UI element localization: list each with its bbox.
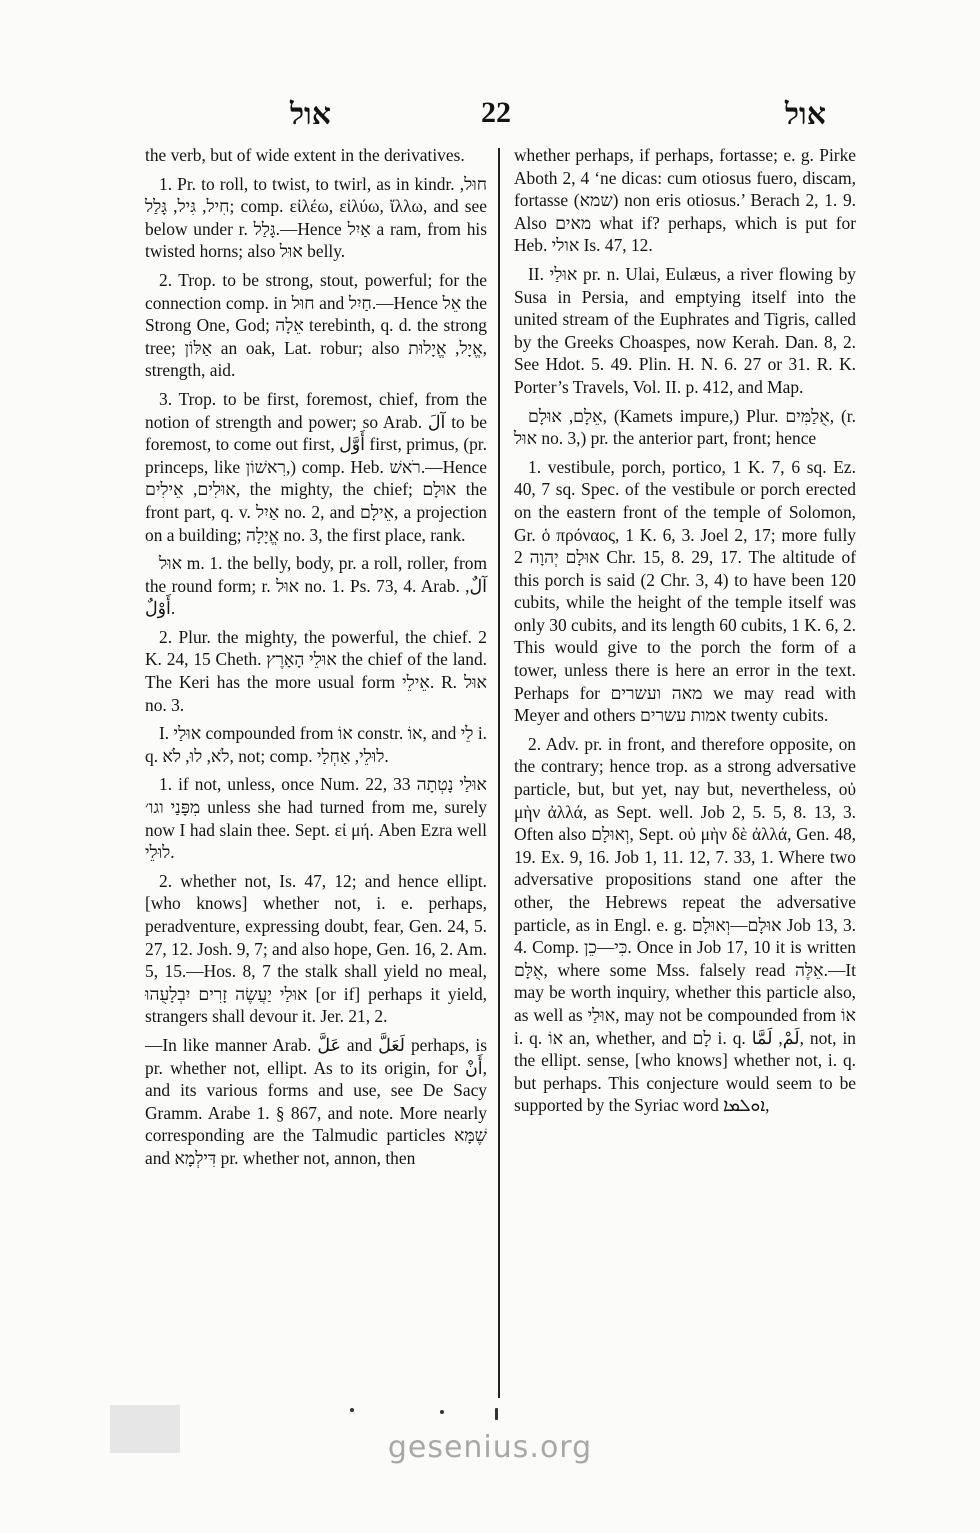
scan-speck	[440, 1410, 444, 1414]
left-paragraph: 2. whether not, Is. 47, 12; and hence ellipt. [who knows] whether not, i. e. perhaps, peradventure, expressing doubt, fear, Gen. 24, 5. 27, 12. Josh. 9, 7; and also hope, Gen. 16, 2. Am. 5, 15.—Hos. 8, 7 the stalk shall yield no meal, אוּלַי יַעֲשֶׂה זָרִים יִבְלָעֻהוּ [or if] perhaps it yield, strangers shall devour it. Jer. 21, 2.	[145, 870, 488, 1027]
right-paragraph: 1. vestibule, porch, portico, 1 K. 7, 6 sq. Ez. 40, 7 sq. Spec. of the vestibule or porch erected on the eastern front of the temple of Solomon, Gr. ὁ πρόναος, 1 K. 6, 3. Joel 2, 17; more fully אוּלָם יְהוָה 2 Chr. 15, 8. 29, 17. The altitude of this porch is said (2 Chr. 3, 4) to have been 120 cubits, while the height of the temple itself was only 30 cubits, and its length 60 cubits, 1 K. 6, 2. This would give to the porch the form of a tower, unless there is here an error in the text. Perhaps for מאה ועשרים we may read with Meyer and others אמות עשרים twenty cubits.	[514, 456, 856, 726]
right-paragraph: 2. Adv. pr. in front, and therefore opposite, on the contrary; hence trop. as a strong adversative particle, but, but yet, nay but, nevertheless, οὐ μὴν ἀλλά, as Sept. well. Job 2, 5. 5, 8. 13, 3. Often also וְאוּלָם, Sept. οὐ μὴν δὲ ἀλλά, Gen. 48, 19. Ex. 9, 16. Job 1, 11. 12, 7. 33, 1. Where two adversative propositions stand one after the other, the Hebrews repeat the adversative particle, as in Engl. e. g. אוּלָם—וְאוּלָם Job 13, 3. 4. Comp. כִּי—כֵן. Once in Job 17, 10 it is written אֻלָּם, where some Mss. falsely read אֵלֶּה.—It may be worth inquiry, whether this particle also, as well as אוּלַי, may not be compounded from אוֹ i. q. אוֹ an, whether, and לָם i. q. لَمْ, لَمَّا, not, in the ellipt. sense, [who knows] whether not, i. q. but perhaps. This conjecture would seem to be supported by the Syriac word ܐܘܠܡܐ,	[514, 733, 857, 1116]
left-paragraph: —In like manner Arab. عَلَّ and لَعَلَّ perhaps, is pr. whether not, ellipt. As to its origin, for أَنْ, and its various forms and use, see De Sacy Gramm. Arabe 1. § 867, and note. More nearly corresponding are the Talmudic particles שֶׁמָּא and דִּילְמָא pr. whether not, annon, then	[145, 1034, 487, 1168]
headword-right: אול	[785, 98, 826, 131]
watermark: gesenius.org	[387, 1430, 593, 1465]
dictionary-entry: אוּל m. 1. the belly, body, pr. a roll, roller, from the round form; r. אוּל no. 1. Ps. 73, 4. Arab. آلٌ, أَوْلٌ.	[145, 553, 487, 619]
right-paragraph: whether perhaps, if perhaps, fortasse; e. g. Pirke Aboth 2, 4 ‘ne dicas: cum otiosus fuero, discam, fortasse (שמא) non eris otiosus.’ Berach 2, 1. 9. Also מאים what if? perhaps, which is put for Heb. אולי Is. 47, 12.	[514, 145, 856, 256]
page-header	[145, 92, 855, 140]
left-paragraph: the verb, but of wide extent in the derivatives.	[145, 145, 465, 165]
left-paragraph: 2. Plur. the mighty, the powerful, the chief. 2 K. 24, 15 Cheth. אוּלֵי הָאָרֶץ the chief of the land. The Keri has the more usual form אֵילֵי. R. אוּל no. 3.	[145, 626, 487, 715]
dictionary-entry: אֵלָם, אוּלָם, (Kamets impure,) Plur. אֻלַמִּים, (r. אוּל no. 3,) pr. the anterior part, front; hence	[514, 405, 856, 449]
page-number: 22	[481, 96, 511, 129]
left-column	[145, 144, 487, 1176]
scan-speck	[350, 1408, 354, 1412]
right-column	[514, 144, 856, 1123]
left-paragraph: 1. Pr. to roll, to twist, to twirl, as in kindr. חוּל, חִיל, גִּיל, גָּלַל; comp. εἰλέω, εἰλύω, ἴλλω, and see below under r. גָּלַל.—Hence אַיִל a ram, from his twisted horns; also אוּל belly.	[145, 173, 488, 262]
column-divider	[498, 148, 500, 1398]
scan-speck	[495, 1408, 498, 1420]
dictionary-entry: I. אוּלַי compounded from אוֹ constr. אוֹ, and לֵי i. q. לֹא, לוּ, לֹא, not; comp. לוּלֵי, אַחְלַי.	[145, 723, 487, 766]
left-paragraph: 3. Trop. to be first, foremost, chief, from the notion of strength and power; so Arab. آلَ to be foremost, to come out first, أَوَّل first, primus, (pr. princeps, like רִאשׁוֹן,) comp. Heb. רֹאשׁ.—Hence אוּלִים, אֵילִים, the mighty, the chief; אוּלָם the front part, q. v. אַיִל no. 2, and אֵילָם, a projection on a building; אֱיָלָה no. 3, the first place, rank.	[145, 388, 487, 545]
headword-left: אול	[290, 98, 331, 131]
dictionary-entry: II. אוּלַי pr. n. Ulai, Eulæus, a river flowing by Susa in Persia, and emptying itself into the united stream of the Euphrates and Tigris, called by the Greeks Choaspes, now Kerah. Dan. 8, 2. See Hdot. 5. 49. Plin. H. N. 6. 27 or 31. R. K. Porter’s Travels, Vol. II. p. 412, and Map.	[514, 263, 856, 397]
left-paragraph: 1. if not, unless, once Num. 22, 33 אוּלַי נָטְתָה מִפָּנַי וגו׳ unless she had turned from me, surely now I had slain thee. Sept. εἰ μή. Aben Ezra well לוּלֵי.	[145, 774, 488, 863]
left-paragraph: 2. Trop. to be strong, stout, powerful; for the connection comp. in חוּל and חַיִל.—Hence אֵל the Strong One, God; אֵלָה terebinth, q. d. the strong tree; אַלּוֹן an oak, Lat. robur; also אֱיָל, אֱיָלוּת, strength, aid.	[145, 269, 487, 381]
